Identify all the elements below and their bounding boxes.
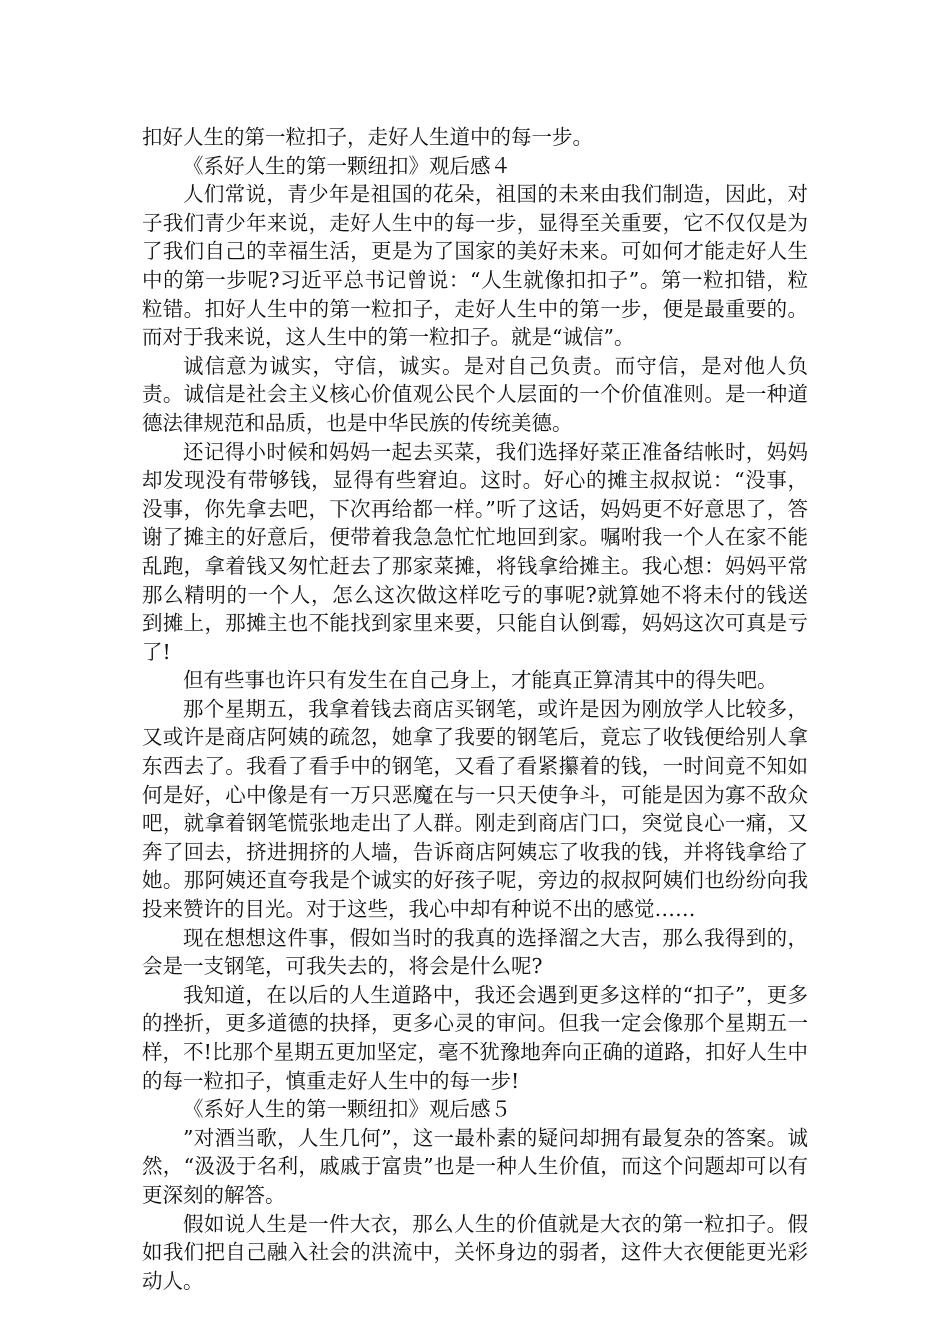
paragraph-intro-closing: 扣好人生的第一粒扣子，走好人生道中的每一步。 (142, 125, 593, 149)
paragraph: ”对酒当歌，人生几何”，这一最朴素的疑问却拥有最复杂的答案。诚然，“汲汲于名利，戚戚于富贵”也是一种人生价值，而这个问题却可以有更深刻的解答。 (142, 1125, 808, 1207)
paragraph: 诚信意为诚实，守信，诚实。是对自己负责。而守信，是对他人负责。诚信是社会主义核心价值观公民个人层面的一个价值准则。是一种道德法律规范和品质，也是中华民族的传统美德。 (142, 353, 808, 435)
section-heading-5: 《系好人生的第一颗纽扣》观后感５ (183, 1097, 511, 1122)
paragraph: 那个星期五，我拿着钱去商店买钢笔，或许是因为刚放学人比较多，又或许是商店阿姨的疏忽，她拿了我要的钢笔后，竟忘了收钱便给别人拿东西去了。我看了看手中的钢笔，又看了看紧攥着的钱，一时间竟不知如何是好，心中像是有一万只恶魔在与一只天使争斗，可能是因为寡不敌众吧，就拿着钢笔慌张地走出了人群。刚走到商店门口，突觉良心一痛，又奔了回去，挤进拥挤的人墙，告诉商店阿姨忘了收我的钱，并将钱拿给了她。那阿姨还直夸我是个诚实的好孩子呢，旁边的叔叔阿姨们也纷纷向我投来赞许的目光。对于这些，我心中却有种说不出的感觉…… (142, 696, 808, 922)
paragraph: 我知道，在以后的人生道路中，我还会遇到更多这样的“扣子”，更多的挫折，更多道德的抉择，更多心灵的审问。但我一定会像那个星期五一样，不!比那个星期五更加坚定，毫不犹豫地奔向正确的道路，扣好人生中的每一粒扣子，慎重走好人生中的每一步! (142, 982, 808, 1093)
paragraph: 还记得小时候和妈妈一起去买菜，我们选择好菜正准备结帐时，妈妈却发现没有带够钱，显得有些窘迫。这时。好心的摊主叔叔说：“没事，没事，你先拿去吧，下次再给都一样。”听了这话，妈妈更不好意思了，答谢了摊主的好意后，便带着我急急忙忙地回到家。嘱咐我一个人在家不能乱跑，拿着钱又匆忙赶去了那家菜摊，将钱拿给摊主。我心想：妈妈平常那么精明的一个人，怎么这次做这样吃亏的事呢?就算她不将未付的钱送到摊上，那摊主也不能找到家里来要，只能自认倒霉，妈妈这次可真是亏了! (142, 439, 808, 664)
document-body (142, 123, 808, 1295)
paragraph: 但有些事也许只有发生在自己身上，才能真正算清其中的得失吧。 (183, 668, 778, 693)
paragraph: 人们常说，青少年是祖国的花朵，祖国的未来由我们制造，因此，对子我们青少年来说，走好人生中的每一步，显得至关重要，它不仅仅是为了我们自己的幸福生活，更是为了国家的美好未来。可如何才能走好人生中的第一步呢?习近平总书记曾说：“人生就像扣扣子”。第一粒扣错，粒粒错。扣好人生中的第一粒扣子，走好人生中的第一步，便是最重要的。而对于我来说，这人生中的第一粒扣子。就是“诚信”。 (142, 182, 808, 350)
paragraph: 假如说人生是一件大衣，那么人生的价值就是大衣的第一粒扣子。假如我们把自己融入社会的洪流中，关怀身边的弱者，这件大衣便能更光彩动人。 (142, 1211, 808, 1293)
section-heading-4: 《系好人生的第一颗纽扣》观后感４ (183, 153, 511, 178)
paragraph: 现在想想这件事，假如当时的我真的选择溜之大吉，那么我得到的，会是一支钢笔，可我失去的，将会是什么呢? (142, 925, 808, 979)
